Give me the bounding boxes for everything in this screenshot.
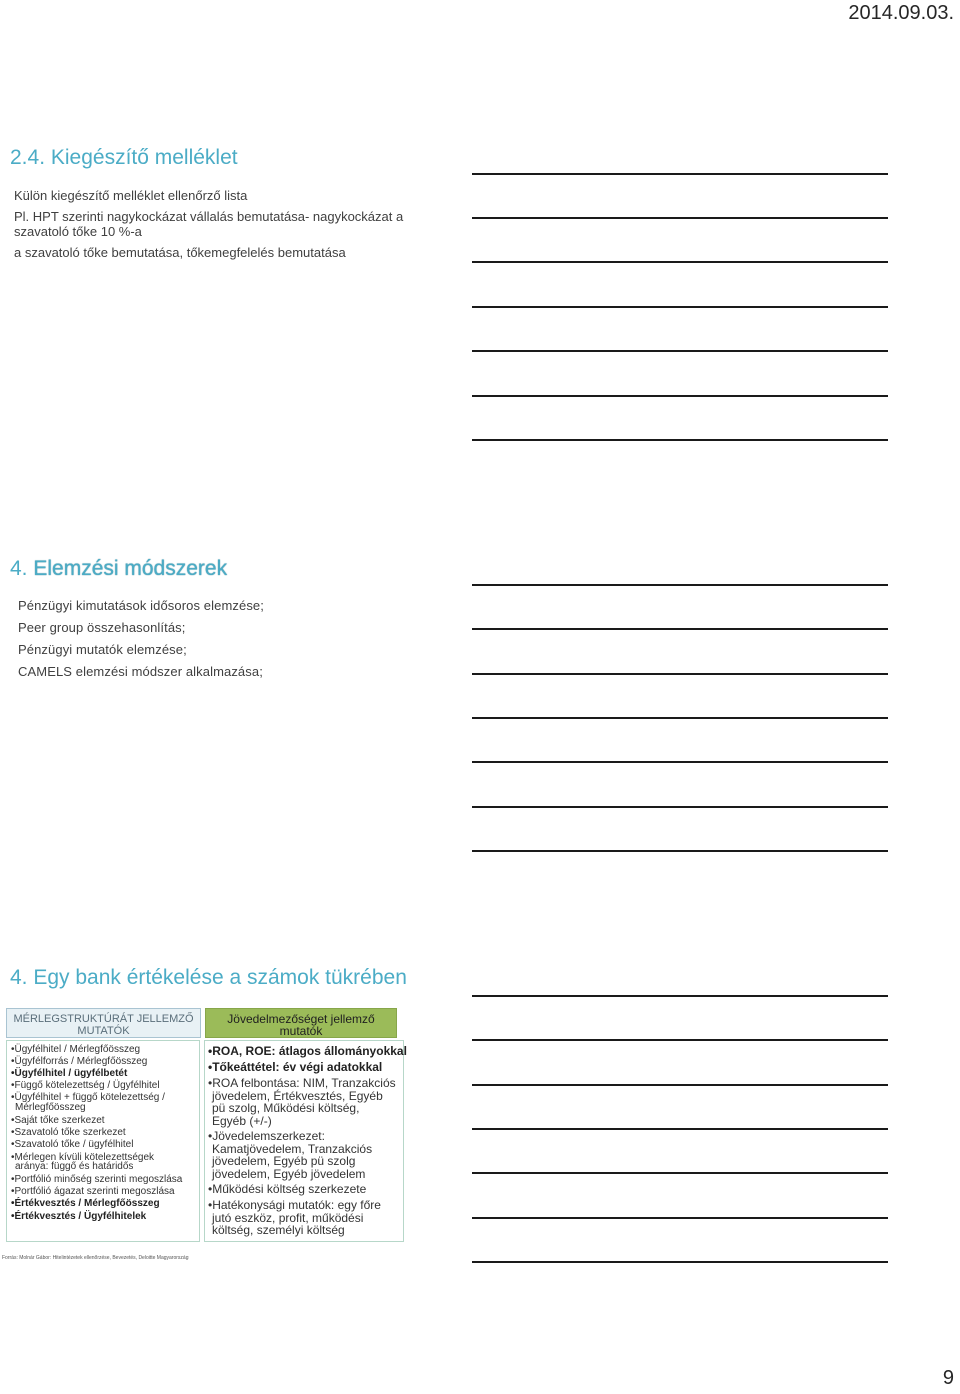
list-item: •Működési költség szerkezete	[208, 1182, 367, 1196]
list-item: •Ügyfélhitel / ügyfélbetét	[11, 1068, 128, 1079]
list-item: •Mérlegen kívüli kötelezettségek	[11, 1152, 155, 1163]
list-item: jutó eszköz, profit, működési	[212, 1211, 364, 1225]
note-line	[472, 1172, 888, 1174]
list-item: költség, személyi költség	[212, 1223, 345, 1237]
note-line	[472, 350, 888, 352]
left-column-header	[6, 1008, 201, 1038]
list-item: jövedelem, Értékvesztés, Egyéb	[212, 1089, 383, 1103]
note-line	[472, 761, 888, 763]
slide-1-title: 2.4. Kiegészítő melléklet	[10, 146, 238, 169]
note-line	[472, 439, 888, 441]
note-line	[472, 173, 888, 175]
list-item: Mérlegfőösszeg	[15, 1102, 86, 1113]
list-item: •Ügyfélhitel / Mérlegfőösszeg	[11, 1044, 141, 1055]
left-header-line2: MUTATÓK	[77, 1025, 130, 1037]
page-number: 9	[942, 1367, 954, 1389]
note-line	[472, 1217, 888, 1219]
list-item: Egyéb (+/-)	[212, 1114, 272, 1128]
note-line	[472, 673, 888, 675]
slide-2-line: Pénzügyi mutatók elemzése;	[18, 642, 187, 657]
note-line	[472, 1261, 888, 1263]
list-item: •Függő kötelezettség / Ügyfélhitel	[11, 1080, 160, 1091]
list-item: •Saját tőke szerkezet	[11, 1115, 105, 1126]
list-item: jövedelem, Egyéb jövedelem	[212, 1167, 366, 1181]
list-item: aránya: függő és határidős	[15, 1161, 134, 1172]
note-line	[472, 995, 888, 997]
slide-1-line: Külön kiegészítő melléklet ellenőrző lista	[14, 188, 248, 203]
list-item: •ROA, ROE: átlagos állományokkal	[208, 1044, 407, 1058]
note-line	[472, 1039, 888, 1041]
date-header: 2014.09.03.	[848, 2, 954, 24]
list-item: •ROA felbontása: NIM, Tranzakciós	[208, 1076, 396, 1090]
slide-2-line: Pénzügyi kimutatások idősoros elemzése;	[18, 598, 264, 613]
note-line	[472, 584, 888, 586]
list-item: •Értékvesztés / Ügyfélhitelek	[11, 1211, 147, 1222]
slide-3-title: 4. Egy bank értékelése a számok tükrében	[10, 966, 407, 989]
right-header-line2: mutatók	[279, 1024, 323, 1038]
list-item: jövedelem, Egyéb pü szolg	[212, 1154, 356, 1168]
list-item: •Portfólió minőség szerinti megoszlása	[11, 1174, 183, 1185]
list-item: •Szavatoló tőke / ügyfélhitel	[11, 1139, 134, 1150]
slide-2-line: CAMELS elemzési módszer alkalmazása;	[18, 664, 263, 679]
note-line	[472, 806, 888, 808]
source-footnote: Forrás: Molnár Gábor: Hitelintézetek ellenőrzése, Bevezetés, Deloitte Magyarország	[2, 1255, 189, 1261]
note-line	[472, 1084, 888, 1086]
slide-2-title-main: Elemzési módszerek	[33, 557, 228, 580]
right-header-line1: Jövedelmezőséget jellemző	[227, 1012, 375, 1026]
note-line	[472, 1128, 888, 1130]
list-item: •Tőkeáttétel: év végi adatokkal	[208, 1060, 383, 1074]
list-item: •Értékvesztés / Mérlegfőösszeg	[11, 1198, 160, 1209]
right-column-header	[205, 1008, 397, 1038]
list-item: •Hatékonysági mutatók: egy főre	[208, 1198, 381, 1212]
note-line	[472, 850, 888, 852]
slide-1-line: Pl. HPT szerinti nagykockázat vállalás bemutatása- nagykockázat a	[14, 209, 404, 224]
slide-1-line: a szavatoló tőke bemutatása, tőkemegfelelés bemutatása	[14, 245, 346, 260]
note-line	[472, 217, 888, 219]
slide-2-title-prefix: 4.	[10, 557, 34, 580]
list-item: Kamatjövedelem, Tranzakciós	[212, 1142, 373, 1156]
left-header-line1: MÉRLEGSTRUKTÚRÁT JELLEMZŐ	[13, 1013, 194, 1025]
list-item: •Jövedelemszerkezet:	[208, 1129, 325, 1143]
note-line	[472, 717, 888, 719]
note-line	[472, 306, 888, 308]
list-item: pü szolg, Működési költség,	[212, 1101, 360, 1115]
slide-1-line: szavatoló tőke 10 %-a	[14, 224, 142, 239]
note-line	[472, 261, 888, 263]
list-item: •Ügyfélhitel + függő kötelezettség /	[11, 1092, 165, 1103]
note-line	[472, 395, 888, 397]
note-line	[472, 628, 888, 630]
list-item: •Ügyfélforrás / Mérlegfőösszeg	[11, 1056, 148, 1067]
slide-2-line: Peer group összehasonlítás;	[18, 620, 186, 635]
list-item: •Portfólió ágazat szerinti megoszlása	[11, 1186, 175, 1197]
list-item: •Szavatoló tőke szerkezet	[11, 1127, 126, 1138]
slide-2-title	[10, 557, 227, 581]
